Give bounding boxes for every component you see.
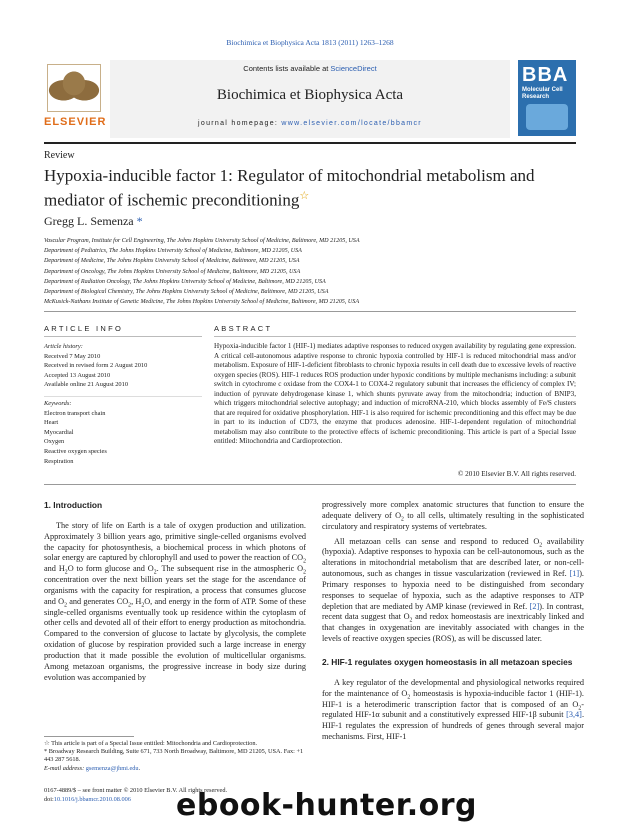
cover-title: BBA [522, 64, 569, 86]
issn-line: 0167-4889/$ – see front matter © 2010 Elsevier B.V. All rights reserved. [44, 787, 228, 794]
sciencedirect-link[interactable]: ScienceDirect [330, 64, 377, 73]
article-type: Review [44, 150, 75, 161]
affiliation: Department of Biological Chemistry, The Johns Hopkins University School of Medicine, Baltimore, MD 21205, USA [44, 289, 329, 296]
journal-title: Biochimica et Biophysica Acta [216, 87, 404, 103]
affiliation: Department of Pediatrics, The Johns Hopkins University School of Medicine, Baltimore, MD 21205, USA [44, 248, 302, 255]
journal-homepage: journal homepage: www.elsevier.com/locate/bbamcr [198, 120, 422, 127]
affiliation: Department of Medicine, The Johns Hopkins University School of Medicine, Baltimore, MD 21205, USA [44, 258, 300, 265]
history-item: Received 7 May 2010 [44, 352, 101, 360]
header-banner [110, 60, 510, 138]
footnote-email: E-mail address: gsemenza@jhmi.edu. [44, 764, 141, 772]
paragraph: A key regulator of the developmental and physiological networks required for the maintenance of $O_2$ homeostasis is hypoxia-inducible factor 1 (HIF-1). HIF-1 is a heterodimeric transcription factor that is composed of an $O_2$-regulated HIF-1α subunit and a constitutively expressed HIF-1β subunit [3,4]. HIF-1 regulates the expression of hundreds of genes through several major mechanisms. First, HIF-1 [322, 677, 584, 742]
header-divider [44, 142, 576, 144]
cover-subtitle-2: Research [522, 94, 550, 100]
history-item: Accepted 13 August 2010 [44, 371, 111, 379]
email-link[interactable]: gsemenza@jhmi.edu [85, 764, 139, 772]
article-info-heading: ARTICLE INFO [44, 324, 124, 333]
cover-subtitle-1: Molecular Cell [522, 87, 563, 93]
cover-art [526, 104, 568, 130]
divider [44, 336, 202, 337]
elsevier-logo[interactable] [44, 64, 107, 136]
divider [214, 336, 576, 337]
keyword: Reactive oxygen species [44, 447, 107, 455]
article-title: Hypoxia-inducible factor 1: Regulator of mitochondrial metabolism and mediator of ischemic preconditioning☆ [44, 166, 535, 210]
keyword: Oxygen [44, 438, 65, 446]
affiliations [44, 236, 584, 307]
article-history [44, 342, 204, 390]
footnote-address: * Broadway Research Building, Suite 671, 733 North Broadway, Baltimore, MD 21205, USA. Fax: +1 443 287 5618. [44, 748, 304, 764]
keywords-label: Keywords: [44, 400, 72, 407]
keyword: Myocardial [44, 428, 74, 436]
doi-link[interactable]: 10.1016/j.bbamcr.2010.08.006 [53, 795, 131, 803]
keyword: Respiration [44, 457, 74, 465]
elsevier-wordmark: ELSEVIER [44, 116, 107, 128]
divider [44, 311, 576, 312]
section-heading: 2. HIF-1 regulates oxygen homeostasis in all metazoan species [322, 656, 573, 667]
keyword: Heart [44, 419, 59, 427]
paragraph: All metazoan cells can sense and respond to reduced $O_2$ availability (hypoxia). Adaptive responses to hypoxia can be cell-autonomous, such as the alterations in mitochondrial metabolism that are described later, or non-cell-autonomous, such as changes in tissue vascularization (reviewed in Ref. [1]). Primary responses to hypoxia need to be distinguished from secondary responses to sequelae of hypoxia, such as the adaptive responses to ATP depletion that are mediated by AMP kinase (reviewed in Ref. [2]). In contrast, recent data suggest that $O_2$ and redox homeostasis are inextricably linked and that changes in oxygenation are inevitably associated with changes in the levels of reactive oxygen species (ROS), as will be discussed later. [322, 536, 584, 644]
watermark-text: ebook-hunter.org [176, 788, 477, 823]
elsevier-tree-icon [47, 64, 101, 112]
keyword: Electron transport chain [44, 409, 106, 417]
paragraph: The story of life on Earth is a tale of oxygen production and utilization. Approximately 3 billion years ago, primitive single-celled organisms evolved the capacity for photosynthesis, a biochemical process in which photons of solar energy are captured by chlorophyll and used to power the reaction of $CO_2$ and $H_2O$ to form glucose and $O_2$. The subsequent rise in the atmospheric $O_2$ concentration over the next billion years set the stage for the ascendance of organisms with the capacity for respiration, a process that consumes glucose and $O_2$ and generates $CO_2$, $H_2O$, and energy in the form of ATP. Some of these single-celled organisms eventually took up residence within the cytoplasm of other cells and devoted all of their effort to energy production as mitochondria. Compared to the conversion of glucose to lactate by glycolysis, the complete oxidation of glucose by respiration provided such a large increase in energy production that it made possible the evolution of multicellular organisms. Among metazoan organisms, the progressive increase in body size during evolution was accompanied by [44, 520, 307, 682]
citation-link[interactable]: [3,4] [566, 710, 582, 720]
divider [44, 484, 576, 485]
footnotes [44, 740, 306, 773]
abstract-copyright: © 2010 Elsevier B.V. All rights reserved. [457, 470, 576, 478]
footnote-divider [44, 736, 134, 737]
homepage-link[interactable]: www.elsevier.com/locate/bbamcr [281, 120, 422, 127]
body-right-column [322, 500, 584, 743]
history-item: Available online 21 August 2010 [44, 381, 129, 388]
journal-cover-image[interactable] [518, 60, 576, 136]
title-footnote-star-icon[interactable]: ☆ [299, 190, 310, 202]
keywords [44, 399, 204, 466]
paragraph: progressively more complex anatomic structures that function to ensure the adequate delivery of $O_2$ to all cells, ultimately resulting in the sophisticated circulatory and respiratory systems of vertebrates. [322, 500, 584, 531]
divider [44, 396, 202, 397]
history-item: Received in revised form 2 August 2010 [44, 362, 148, 369]
citation-link[interactable]: [1] [569, 569, 580, 579]
contents-line: Contents lists available at ScienceDirect [243, 64, 377, 73]
abstract-text: Hypoxia-inducible factor 1 (HIF-1) mediates adaptive responses to reduced oxygen availability by regulating gene expression. A critical cell-autonomous adaptive response to chronic hypoxia controlled by HIF-1 is reduced mitochondrial mass and/or metabolism. Exposure of HIF-1-deficient fibroblasts to chronic hypoxia results in cell death due to excessive levels of reactive oxygen species (ROS). HIF-1 reduces ROS production under hypoxic conditions by multiple mechanisms including: a subunit switch in cytochrome c oxidase from the COX4-1 to COX4-2 regulatory subunit that increases the efficiency of complex IV; induction of pyruvate dehydrogenase kinase 1, which shunts pyruvate away from the mitochondria; induction of BNIP3, which triggers mitochondrial selective autophagy; and induction of microRNA-210, which blocks assembly of Fe/S clusters that are required for oxidative phosphorylation. HIF-1 is also required for ischemic preconditioning and this effect may be due in part to its induction of CD73, the enzyme that produces adenosine. HIF-1-dependent regulation of mitochondrial metabolism may also contribute to the protective effects of ischemic preconditioning. This article is part of a Special Issue entitled: Mitochondria and Cardioprotection. [214, 342, 576, 446]
body-left-column [44, 500, 306, 684]
footnote-star-icon: ☆ [44, 740, 50, 747]
affiliation: Department of Oncology, The Johns Hopkins University School of Medicine, Baltimore, MD 21205, USA [44, 268, 301, 275]
author-footnote-link[interactable]: * [136, 214, 143, 228]
footnote-special-issue: ☆ This article is part of a Special Issue entitled: Mitochondria and Cardioprotection. [44, 740, 258, 747]
history-label: Article history: [44, 343, 83, 350]
affiliation: Department of Radiation Oncology, The Johns Hopkins University School of Medicine, Baltimore, MD 21205, USA [44, 278, 326, 285]
journal-reference[interactable]: Biochimica et Biophysica Acta 1813 (2011) 1263–1268 [226, 38, 394, 47]
affiliation: McKusick-Nathans Institute of Genetic Medicine, The Johns Hopkins University School of Medicine, Baltimore, MD 21205, USA [44, 299, 360, 306]
abstract-heading: ABSTRACT [214, 324, 273, 333]
affiliation: Vascular Program, Institute for Cell Engineering, The Johns Hopkins University School of Medicine, Baltimore, MD 21205, USA [44, 238, 360, 244]
doi-line: doi:10.1016/j.bbamcr.2010.08.006 [44, 795, 131, 803]
journal-header [44, 60, 576, 138]
author-name: Gregg L. Semenza * [44, 214, 143, 228]
section-heading: 1. Introduction [44, 500, 103, 510]
citation-link[interactable]: [2] [529, 601, 540, 611]
